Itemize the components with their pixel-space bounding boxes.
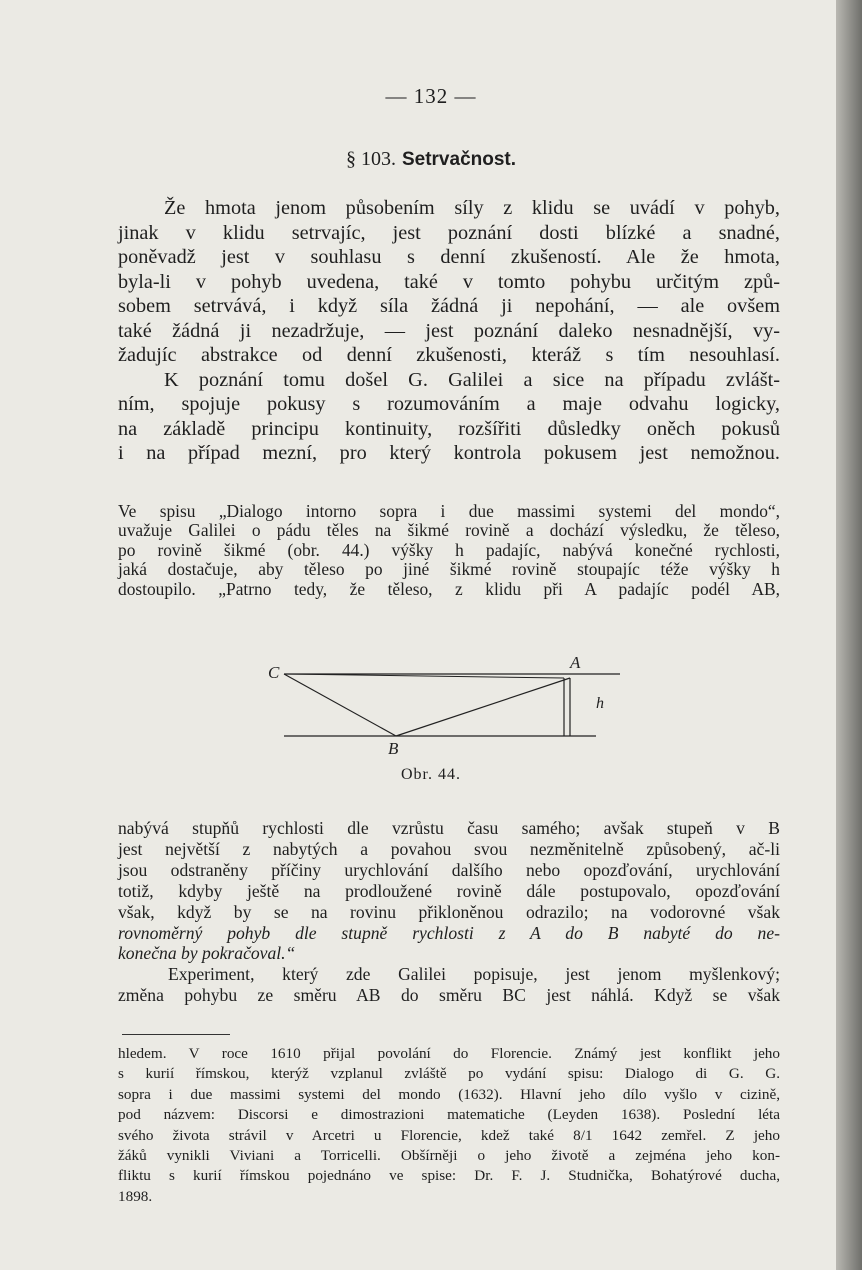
text-line: nabývá stupňů rychlosti dle vzrůstu času samého; avšak stupeň v B: [118, 818, 780, 838]
label-h: h: [596, 695, 604, 712]
text-line: na základě principu kontinuity, rozšířiti důsledky oněch pokusů: [118, 417, 780, 440]
footnote-line: sopra i due massimi systemi del mondo (1632). Hlavní jeho dílo vyšlo v cizině,: [118, 1085, 780, 1103]
text-line: však, když by se na rovinu přikloněnou odrazilo; na vodorovné však: [118, 901, 780, 922]
section-number: § 103.: [345, 148, 396, 170]
plane-cb: [284, 674, 396, 736]
book-spine-shadow: [836, 0, 862, 1270]
text-line: sobem setrvává, i když síla žádná ji nepohání, — ale ovšem: [118, 295, 780, 317]
text-line: změna pohybu ze směru AB do směru BC jest náhlá. Když se však: [118, 985, 780, 1006]
text-line: Ve spisu „Dialogo intorno sopra i due massimi systemi del mondo“,: [118, 501, 780, 521]
figure-caption: Obr. 44.: [401, 766, 461, 783]
page-number: — 132 —: [385, 84, 477, 108]
footnote: [118, 1044, 780, 1207]
footnote-rule: [122, 1034, 230, 1035]
footnote-line: hledem. V roce 1610 přijal povolání do Florencie. Známý jest konflikt jeho: [118, 1045, 780, 1062]
footnote-line: žáků vynikli Viviani a Torricelli. Obšírněji o jeho životě a zejména jeho kon-: [118, 1147, 780, 1165]
text-line: jinak v klidu setrvajíc, jest poznání dosti blízké a snadné,: [118, 221, 780, 244]
footnote-line: svého života strávil v Arcetri u Florencie, kdež také 8/1 1642 zemřel. Z jeho: [118, 1126, 780, 1144]
text-line: dostoupilo. „Patrno tedy, že těleso, z klidu při A padajíc podél AB,: [118, 578, 780, 599]
text-line: totiž, kdyby ještě na prodloužené rovině dále postupovalo, opozďování: [118, 880, 780, 901]
text-line: Že hmota jenom působením síly z klidu se uvádí v pohyb,: [164, 197, 780, 219]
paragraph-galilei-quote: [118, 818, 780, 1006]
text-line: konečna by pokračoval.“: [118, 943, 296, 964]
text-line: poněvadž jest v souhlasu s denní zkušeností. Ale že hmota,: [118, 246, 780, 268]
text-line: také žádná ji nezadržuje, — jest poznání daleko nesnadnější, vy-: [118, 319, 780, 342]
text-line: uvažuje Galilei o pádu těles na šikmé rovině a dochází výsledku, že těleso,: [118, 520, 780, 541]
text-line: ním, spojuje pokusy s rozumováním a maje odvahu logicky,: [118, 393, 780, 415]
text-line: Experiment, který zde Galilei popisuje, jest jenom myšlenkový;: [168, 964, 780, 985]
label-c: C: [268, 663, 280, 682]
text-line: žadujíc abstrakce od denní zkušenosti, kteráž s tím nesouhlasí.: [118, 344, 780, 366]
text-line: jsou odstraněny příčiny urychlování dalšího nebo opozďování, urychlování: [118, 859, 780, 880]
plane-ab: [396, 678, 570, 736]
text-line: jaká dostačuje, aby těleso po jiné šikmé rovině stoupajíc téže výšky h: [118, 559, 780, 580]
figure-inclined-plane: [260, 650, 620, 770]
text-line: i na případ mezní, pro který kontrola pokusem jest nemožnou.: [118, 442, 780, 464]
text-line: po rovině šikmé (obr. 44.) výšky h padajíc, nabývá konečné rychlosti,: [118, 539, 780, 560]
label-a: A: [570, 653, 581, 672]
section-title: Setrvačnost.: [401, 149, 517, 170]
text-line: K poznání tomu došel G. Galilei a sice na případu zvlášt-: [164, 368, 780, 391]
text-line: jest největší z nabytých a povahou svou nezměnitelně způsobený, ač-li: [118, 838, 780, 859]
text-line: rovnoměrný pohyb dle stupně rychlosti z A do B nabyté do ne-: [118, 922, 780, 943]
label-b: B: [388, 739, 399, 758]
footnote-line: fliktu s kurií římskou pojednáno ve spise: Dr. F. J. Studnička, Bohatýrové ducha,: [118, 1167, 780, 1185]
text-line: byla-li v pohyb uvedena, také v tomto pohybu určitým způ-: [118, 270, 780, 293]
paragraph-dialogo: [118, 502, 780, 599]
footnote-line: pod názvem: Discorsi e dimostrazioni matematiche (Leyden 1638). Poslední léta: [118, 1106, 780, 1124]
section-heading: [0, 148, 862, 171]
footnote-line: s kurií římskou, kterýž vzplanul zvláště po vydání spisu: Dialogo di G. G.: [118, 1065, 780, 1083]
paragraph-inertia-intro: [118, 196, 780, 466]
footnote-line: 1898.: [118, 1187, 153, 1205]
